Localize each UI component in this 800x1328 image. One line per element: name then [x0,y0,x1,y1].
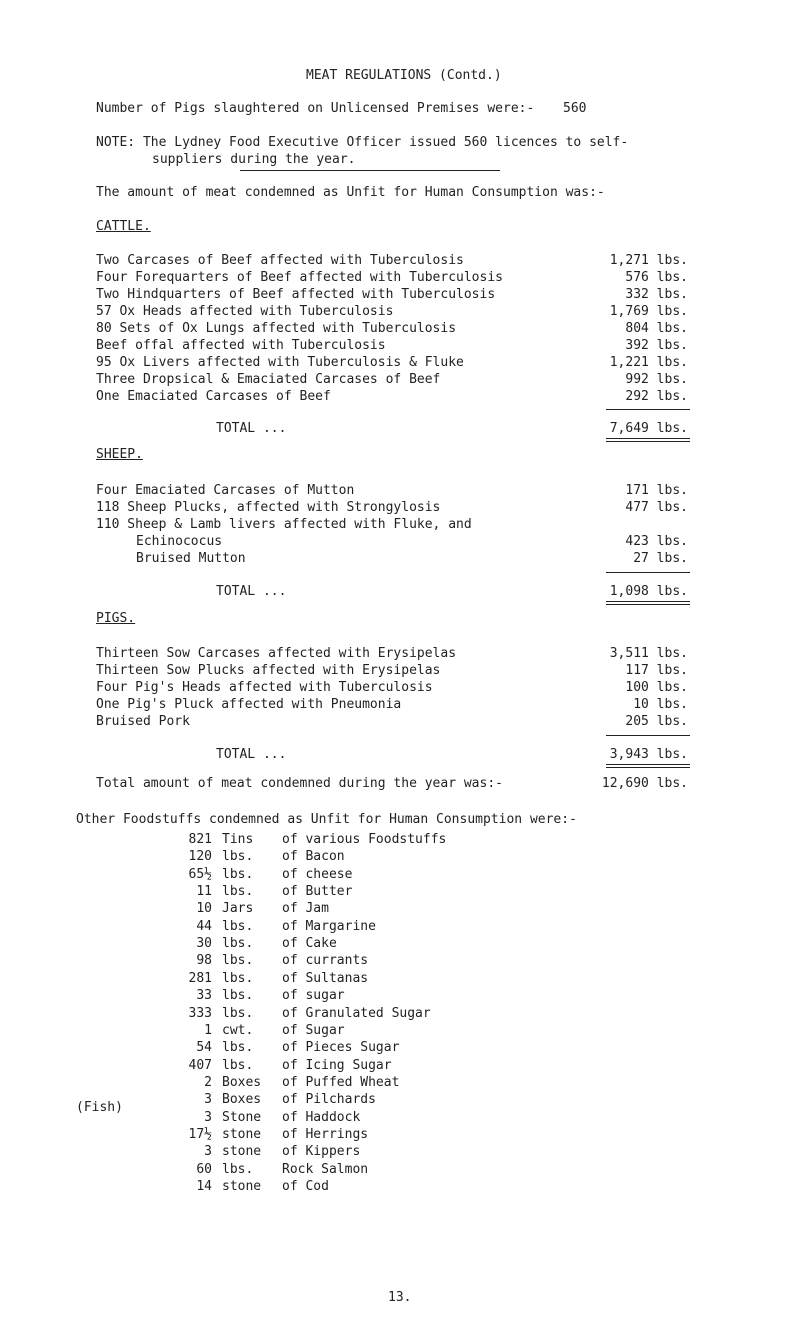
foodstuff-unit: lbs. [222,884,254,900]
pigs-amount: 117 lbs. [625,663,688,678]
foodstuff-unit: lbs. [222,849,254,865]
foodstuff-item: of currants [282,953,369,969]
pigs-unlicensed-label: Number of Pigs slaughtered on Unlicensed Premises were:- [96,101,535,116]
foodstuff-unit: lbs. [222,1161,254,1177]
page-number: 13. [388,1290,412,1305]
cattle-amount: 1,271 lbs. [609,253,688,268]
sheep-heading: SHEEP. [96,447,143,462]
foodstuff-row [180,988,345,1003]
foodstuff-unit: lbs. [222,970,254,986]
foodstuff-item: of Haddock [282,1109,361,1125]
pigs-amount: 3,511 lbs. [609,646,688,661]
note-line-1: NOTE: The Lydney Food Executive Officer issued 560 licences to self- [96,135,629,150]
foodstuff-qty: 33 [196,988,212,1004]
foodstuff-row [180,1162,368,1177]
pigs-heading: PIGS. [96,611,136,626]
foodstuff-row [180,1006,431,1021]
cattle-amount: 1,769 lbs. [609,304,688,319]
foodstuff-qty: 407 [188,1057,212,1073]
sheep-item: Bruised Mutton [136,551,246,566]
sheep-item: Four Emaciated Carcases of Mutton [96,483,355,498]
foodstuff-item: of Cake [282,936,337,952]
foodstuff-qty: 54 [196,1040,212,1056]
pigs-total: 3,943 lbs. [609,747,688,762]
foodstuff-unit: Tins [222,832,254,847]
foodstuff-qty: 14 [196,1179,212,1194]
foodstuff-item: of Sultanas [282,970,369,986]
foodstuff-unit: lbs. [222,866,254,882]
foodstuff-row [180,1127,368,1142]
cattle-amount: 804 lbs. [625,321,688,336]
cattle-amount: 992 lbs. [625,372,688,387]
pigs-item: Thirteen Sow Plucks affected with Erysipelas [96,663,441,678]
cattle-item: Two Carcases of Beef affected with Tuberculosis [96,253,464,268]
foodstuff-qty: 3 [204,1109,212,1125]
foodstuff-item: of Sugar [282,1022,345,1038]
note-line-2: suppliers during the year. [152,152,356,167]
foodstuff-row [180,849,345,864]
foodstuff-item: of Puffed Wheat [282,1074,400,1090]
foodstuff-unit: cwt. [222,1022,254,1038]
pigs-total-label: TOTAL ... [216,747,287,762]
foodstuff-qty: 10 [196,901,212,917]
foodstuff-item: of Jam [282,901,329,917]
foodstuff-qty: 3 [204,1144,212,1160]
pigs-item: One Pig's Pluck affected with Pneumonia [96,697,402,712]
foodstuff-item: of Pilchards [282,1092,376,1108]
foodstuff-unit: lbs. [222,1005,254,1021]
foodstuff-qty: 2 [204,1074,212,1090]
sheep-total-label: TOTAL ... [216,584,287,599]
pigs-amount: 205 lbs. [625,714,688,729]
sheep-total: 1,098 lbs. [609,584,688,599]
foodstuff-qty: 3 [204,1092,212,1108]
sheep-amount: 27 lbs. [633,551,688,566]
foodstuff-unit: lbs. [222,953,254,969]
foodstuff-unit: Stone [222,1109,262,1125]
foodstuff-qty: 281 [188,970,212,986]
foodstuff-item: of Icing Sugar [282,1057,392,1073]
foodstuff-unit: lbs. [222,988,254,1004]
foodstuff-qty: 120 [188,849,212,865]
cattle-total: 7,649 lbs. [609,421,688,436]
cattle-total-label: TOTAL ... [216,421,287,436]
foodstuff-qty: 30 [196,936,212,952]
foodstuff-item: of Granulated Sugar [282,1005,431,1021]
foodstuff-qty: 60 [196,1161,212,1177]
foodstuff-unit: Boxes [222,1092,262,1108]
grand-total-label: Total amount of meat condemned during the year was:- [96,776,503,791]
foodstuff-item: of various Foodstuffs [282,832,447,847]
foodstuff-row [180,832,446,847]
cattle-item: Beef offal affected with Tuberculosis [96,338,386,353]
foodstuff-unit: Boxes [222,1074,262,1090]
cattle-heading: CATTLE. [96,219,151,234]
foodstuff-row [180,1092,376,1107]
foodstuff-qty: 65½ [188,866,212,882]
foodstuff-row [180,953,368,968]
foodstuff-unit: stone [222,1144,262,1160]
foodstuff-item: of Bacon [282,849,345,865]
foodstuff-item: of Pieces Sugar [282,1040,400,1056]
foodstuff-item: of cheese [282,866,353,882]
fish-label: (Fish) [76,1100,123,1115]
foodstuff-row [180,936,337,951]
cattle-amount: 332 lbs. [625,287,688,302]
pigs-amount: 100 lbs. [625,680,688,695]
cattle-item: Three Dropsical & Emaciated Carcases of Beef [96,372,441,387]
cattle-amount: 392 lbs. [625,338,688,353]
foodstuff-item: of Margarine [282,918,376,934]
foodstuff-row [180,971,368,986]
cattle-item: Four Forequarters of Beef affected with Tuberculosis [96,270,503,285]
pigs-rule [606,735,690,736]
foodstuff-item: of sugar [282,988,345,1004]
cattle-rule [606,409,690,410]
sheep-total-double-rule [606,601,690,605]
foodstuff-qty: 98 [196,953,212,969]
page-heading: MEAT REGULATIONS (Contd.) [306,68,502,83]
foodstuff-qty: 333 [188,1005,212,1021]
sheep-item: 118 Sheep Plucks, affected with Strongylosis [96,500,441,515]
cattle-item: 80 Sets of Ox Lungs affected with Tuberculosis [96,321,457,336]
foodstuff-row [180,1110,360,1125]
cattle-item: One Emaciated Carcases of Beef [96,389,331,404]
cattle-amount: 292 lbs. [625,389,688,404]
foodstuff-unit: stone [222,1126,262,1142]
sheep-rule [606,572,690,573]
sheep-amount: 423 lbs. [625,534,688,549]
sheep-amount: 171 lbs. [625,483,688,498]
sheep-item-cont: Echinococus [136,534,223,549]
cattle-item: Two Hindquarters of Beef affected with Tuberculosis [96,287,496,302]
foodstuff-row [180,1040,399,1055]
cattle-amount: 1,221 lbs. [609,355,688,370]
foodstuff-unit: lbs. [222,1040,254,1056]
intro-text: The amount of meat condemned as Unfit for Human Consumption was:- [96,185,605,200]
foodstuff-row [180,1179,329,1194]
foodstuff-row [180,1144,360,1159]
foodstuff-row [180,919,376,934]
cattle-item: 57 Ox Heads affected with Tuberculosis [96,304,394,319]
foodstuff-unit: Jars [222,901,254,917]
grand-total-value: 12,690 lbs. [601,776,688,791]
foodstuff-item: of Butter [282,884,353,900]
foodstuff-qty: 1 [204,1022,212,1038]
foodstuff-unit: lbs. [222,936,254,952]
foodstuff-item: Rock Salmon [282,1161,369,1177]
foodstuff-unit: lbs. [222,1057,254,1073]
note-underline [240,170,500,171]
foodstuff-item: of Cod [282,1179,329,1194]
cattle-item: 95 Ox Livers affected with Tuberculosis & Fluke [96,355,464,370]
cattle-total-double-rule [606,438,690,442]
sheep-item: 110 Sheep & Lamb livers affected with Fluke, and [96,517,472,532]
pigs-item: Four Pig's Heads affected with Tuberculosis [96,680,433,695]
pigs-item: Thirteen Sow Carcases affected with Erysipelas [96,646,457,661]
foodstuff-unit: lbs. [222,918,254,934]
foodstuff-item: of Herrings [282,1126,369,1142]
foodstuff-qty: 17½ [188,1126,212,1142]
foodstuff-row [180,1023,345,1038]
foodstuff-item: of Kippers [282,1144,361,1160]
pigs-unlicensed-value: 560 [563,101,587,116]
cattle-amount: 576 lbs. [625,270,688,285]
foodstuff-row [180,867,352,882]
pigs-amount: 10 lbs. [633,697,688,712]
other-foodstuffs-intro: Other Foodstuffs condemned as Unfit for Human Consumption were:- [76,812,577,827]
foodstuff-row [180,1075,399,1090]
foodstuff-row [180,901,329,916]
foodstuff-unit: stone [222,1179,262,1194]
pigs-item: Bruised Pork [96,714,190,729]
foodstuff-qty: 11 [196,884,212,900]
foodstuff-qty: 821 [188,832,212,847]
foodstuff-row [180,884,352,899]
foodstuff-row [180,1058,392,1073]
foodstuff-qty: 44 [196,918,212,934]
pigs-total-double-rule [606,764,690,768]
sheep-amount: 477 lbs. [625,500,688,515]
